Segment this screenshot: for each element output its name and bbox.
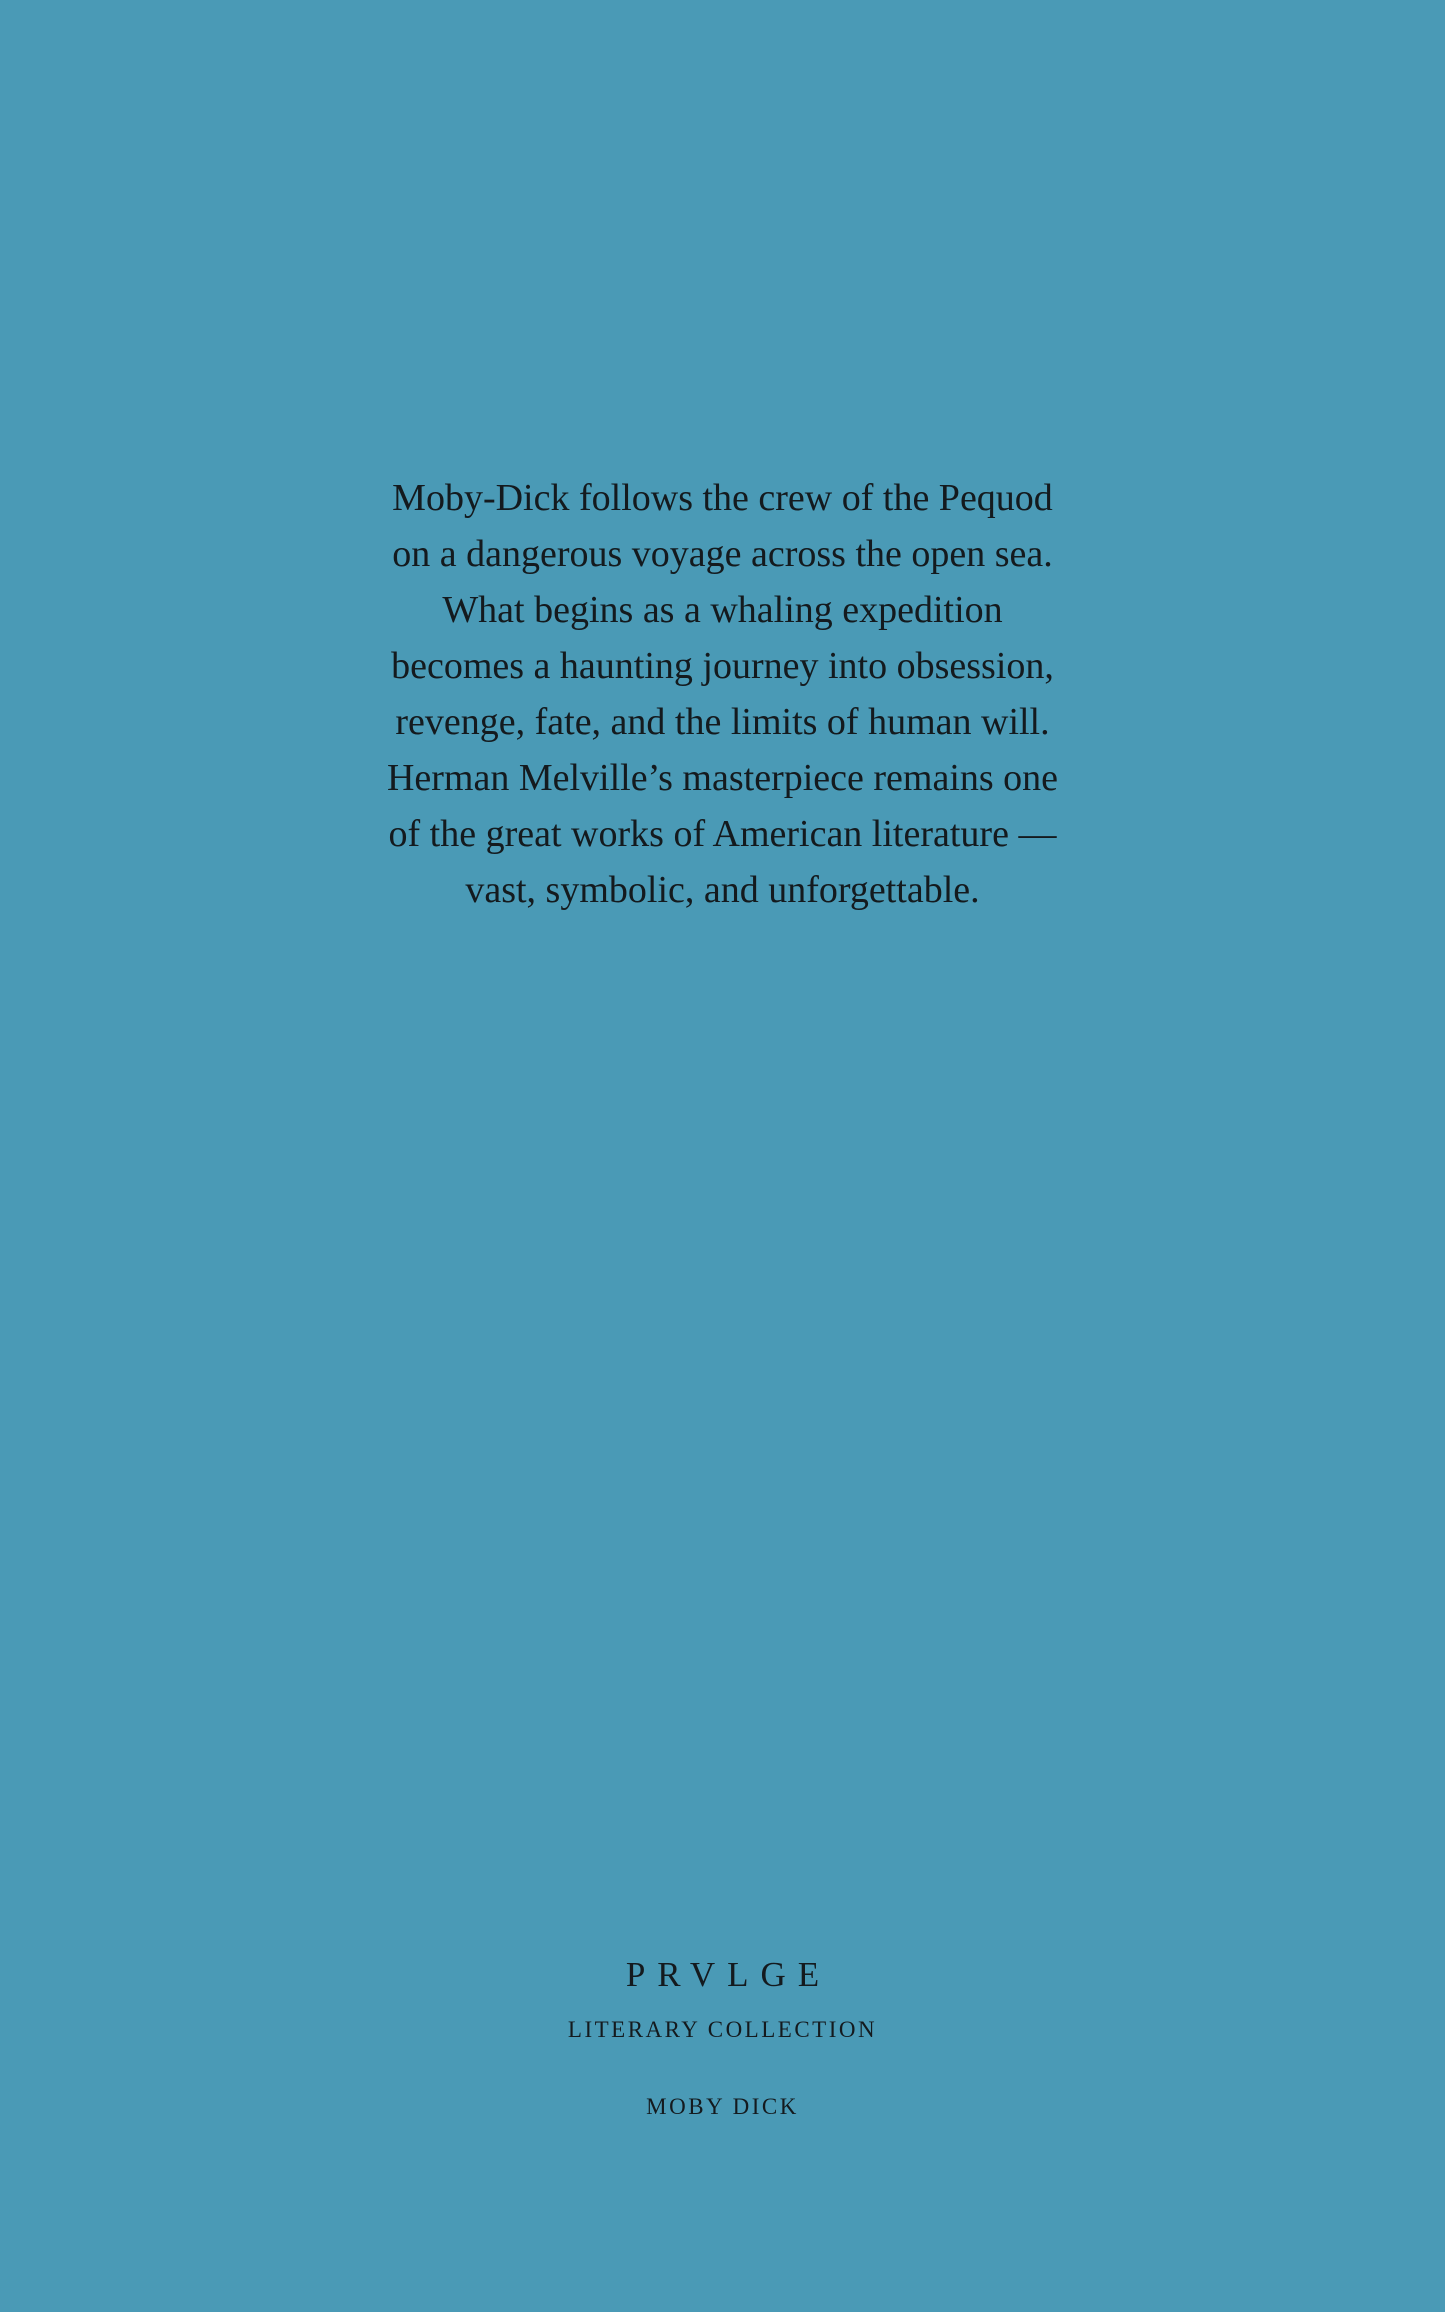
collection-name: LITERARY COLLECTION (567, 2017, 878, 2042)
publisher-brand: PRVLGE (625, 1955, 832, 1994)
book-title: MOBY DICK (646, 2094, 799, 2119)
publisher-imprint (0, 1950, 1445, 2123)
book-blurb: Moby-Dick follows the crew of the Pequod on a dangerous voyage across the open sea. What begins as a whaling expedition becomes a haunting journey into obsession, revenge, fate, and the limits of human will. Herman Melville’s masterpiece remains one of the great works of American literature — vast, symbolic, and unforgettable. (386, 477, 1059, 911)
